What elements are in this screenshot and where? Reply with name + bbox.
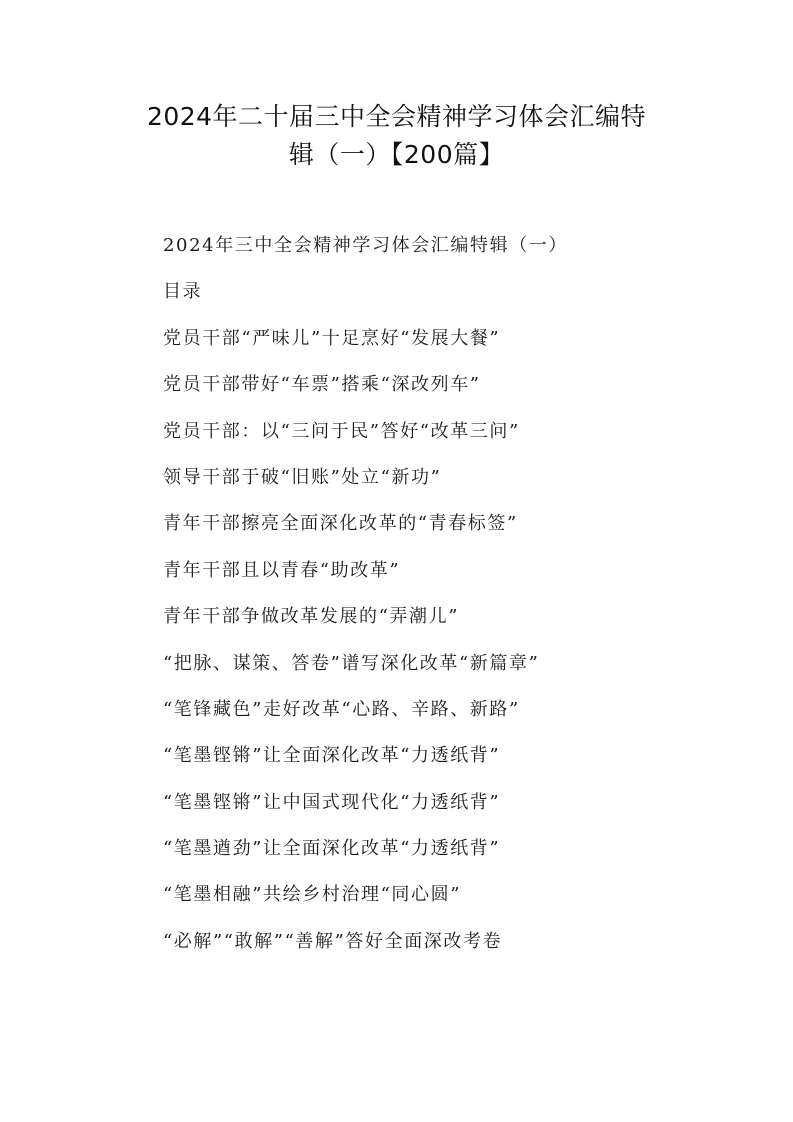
toc-item: 党员干部带好“车票”搭乘“深改列车” [163,374,481,396]
toc-item: “笔锋藏色”走好改革“心路、辛路、新路” [163,698,520,720]
toc-item: “笔墨相融”共绘乡村治理“同心圆” [163,884,462,906]
toc-item: “把脉、谋策、答卷”谱写深化改革“新篇章” [163,652,540,674]
toc-item: 青年干部且以青春“助改革” [163,559,401,581]
toc-item: 青年干部争做改革发展的“弄潮儿” [163,606,460,628]
document-subtitle: 2024年三中全会精神学习体会汇编特辑（一） [163,235,569,256]
document-body [163,236,763,978]
toc-item: 党员干部“严味儿”十足烹好“发展大餐” [163,327,501,349]
document-title-line-2: 辑（一）【200篇】 [288,140,505,169]
toc-item: “必解”“敢解”“善解”答好全面深改考卷 [163,930,503,952]
document-title-line-1: 2024年二十届三中全会精神学习体会汇编特 [146,102,647,131]
toc-item: 领导干部于破“旧账”处立“新功” [163,466,442,488]
toc-item: “笔墨遒劲”让全面深化改革“力透纸背” [163,838,501,860]
toc-item: 党员干部：以“三问于民”答好“改革三问” [163,420,520,442]
toc-item: “笔墨铿锵”让全面深化改革“力透纸背” [163,745,501,767]
toc-item: “笔墨铿锵”让中国式现代化“力透纸背” [163,791,501,813]
toc-item: 青年干部擦亮全面深化改革的“青春标签” [163,513,518,535]
toc-heading: 目录 [163,281,203,303]
